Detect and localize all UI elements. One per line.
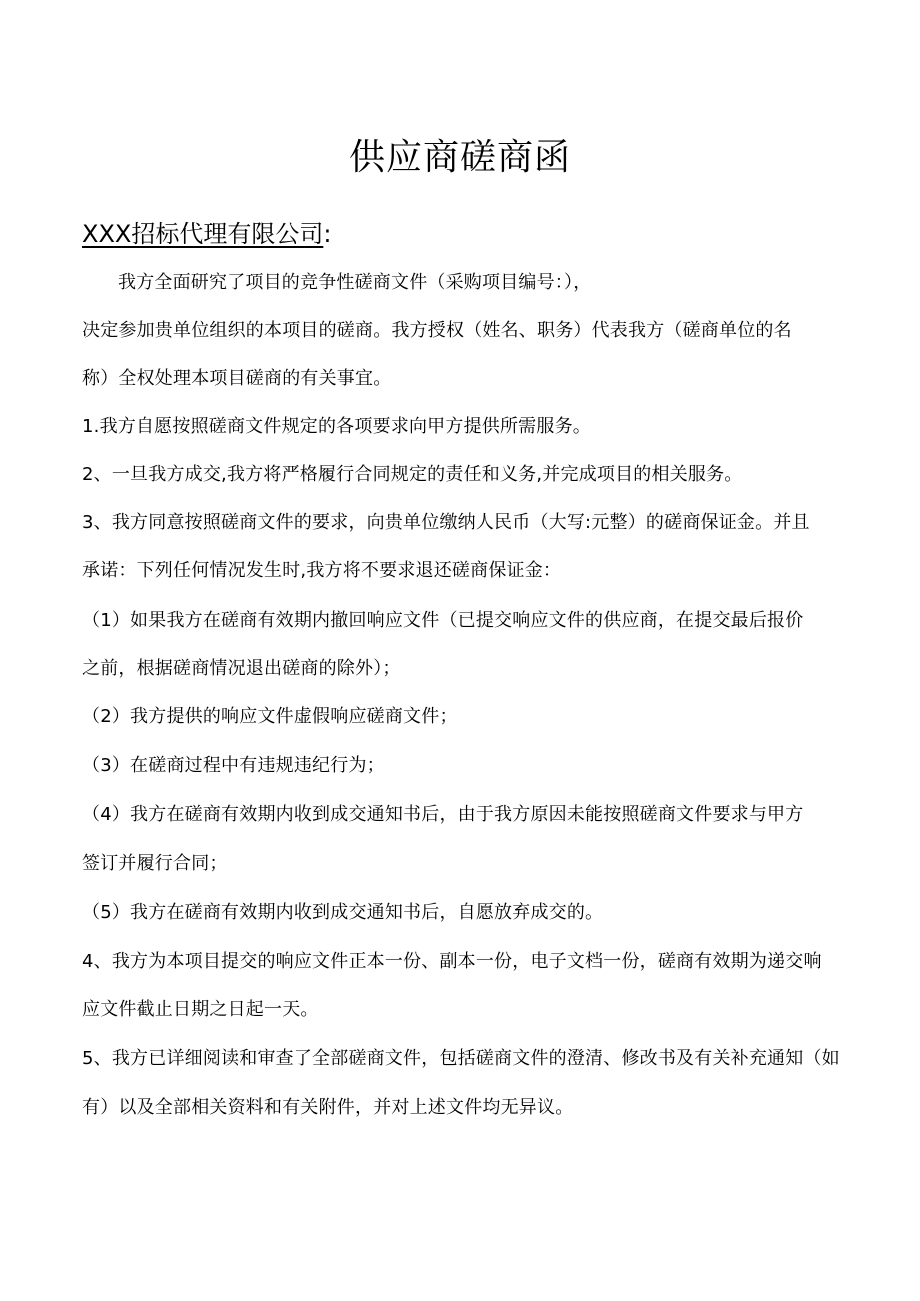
addressee-name: XXX招标代理有限公司 [82,220,324,248]
addressee [82,214,331,254]
body-line-4: 1.我方自愿按照磋商文件规定的各项要求向甲方提供所需服务。 [82,416,591,437]
body-line-12: （4）我方在磋商有效期内收到成交通知书后，由于我方原因未能按照磋商文件要求与甲方 [82,804,804,825]
body-line-15: 4、我方为本项目提交的响应文件正本一份、副本一份，电子文档一份，磋商有效期为递交响 [82,951,822,972]
body-line-6: 3、我方同意按照磋商文件的要求，向贵单位缴纳人民币（大写:元整）的磋商保证金。并且 [82,512,810,533]
body-line-17: 5、我方已详细阅读和审查了全部磋商文件，包括磋商文件的澄清、修改书及有关补充通知（如 [82,1048,840,1069]
body-line-13: 签订并履行合同； [82,853,228,874]
body-line-3: 称）全权处理本项目磋商的有关事宜。 [82,368,392,389]
body-line-10: （2）我方提供的响应文件虚假响应磋商文件； [82,706,458,727]
addressee-colon: : [323,220,332,248]
body-line-11: （3）在磋商过程中有违规违纪行为； [82,755,385,776]
document-title: 供应商磋商函 [348,137,571,178]
body-line-1: 我方全面研究了项目的竞争性磋商文件（采购项目编号：）， [118,272,592,293]
body-line-16: 应文件截止日期之日起一天。 [82,999,319,1020]
body-line-14: （5）我方在磋商有效期内收到成交通知书后，自愿放弃成交的。 [82,902,604,923]
body-line-2: 决定参加贵单位组织的本项目的磋商。我方授权（姓名、职务）代表我方（磋商单位的名 [82,320,792,341]
body-line-5: 2、一旦我方成交,我方将严格履行合同规定的责任和义务,并完成项目的相关服务。 [82,464,743,485]
body-line-9: 之前，根据磋商情况退出磋商的除外）； [82,658,401,679]
body-line-7: 承诺：下列任何情况发生时,我方将不要求退还磋商保证金： [82,560,562,581]
body-line-18: 有）以及全部相关资料和有关附件，并对上述文件均无异议。 [82,1097,574,1118]
body-line-8: （1）如果我方在磋商有效期内撤回响应文件（已提交响应文件的供应商，在提交最后报价 [82,610,804,631]
